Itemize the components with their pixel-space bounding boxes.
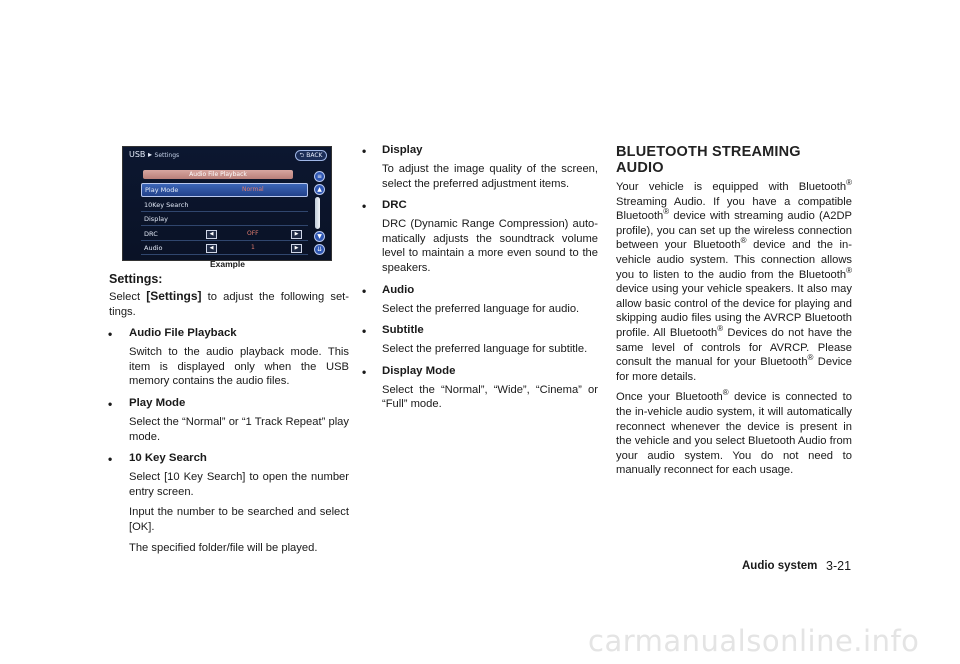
bluetooth-paragraph-2: Once your Bluetooth® device is connected to the in-vehicle audio system, it will automatically reconnect whenever the device is present in the vehicle and you select Bluetooth Audio from your audio system. You do not need to manually reconnect for each usage. — [616, 388, 853, 477]
item-text: DRC (Dynamic Range Compression) auto-matically adjusts the soundtrack volume level to maintain a more even sound to the speakers. — [382, 218, 598, 274]
item-text: Select [10 Key Search] to open the number entry screen. — [129, 471, 349, 498]
settings-intro: Select [Settings] to adjust the following set-tings. — [109, 289, 349, 318]
bullet-icon: • — [108, 396, 113, 411]
page-number: 3-21 — [826, 559, 852, 573]
item-text: Switch to the audio playback mode. This item is displayed only when the USB memory contains the audio files. — [129, 346, 349, 388]
middle-column — [362, 144, 598, 412]
screen-menu — [141, 183, 308, 257]
item-title: Play Mode — [129, 396, 186, 409]
section-heading: BLUETOOTH STREAMING AUDIO — [616, 144, 801, 176]
bullet-icon: • — [362, 324, 367, 339]
map-icon: ≡ — [314, 171, 325, 182]
footer-section: Audio system — [742, 560, 818, 572]
settings-screen-illustration — [122, 146, 332, 261]
screen-breadcrumb: USB ▸ Settings — [129, 150, 180, 159]
item-title: DRC — [382, 199, 407, 212]
right-column — [616, 144, 852, 478]
scroll-up-icon: ▲ — [314, 184, 325, 195]
right-arrow-icon: ▶ — [291, 230, 302, 239]
item-title: Subtitle — [382, 324, 424, 337]
scroll-bar — [315, 197, 320, 229]
item-text: Select the “Normal”, “Wide”, “Cinema” or “Full” mode. — [382, 383, 598, 411]
left-arrow-icon: ◀ — [206, 230, 217, 239]
left-column — [109, 272, 349, 555]
bullet-icon: • — [362, 144, 367, 158]
left-arrow-icon: ◀ — [206, 244, 217, 253]
bullet-icon: • — [362, 199, 367, 214]
settings-heading: Settings: — [109, 272, 163, 286]
item-text: Select the preferred language for subtitle. — [382, 343, 588, 356]
list-item — [109, 397, 349, 444]
list-item — [362, 365, 598, 412]
scroll-down-icon: ▼ — [314, 231, 325, 242]
list-item — [362, 284, 598, 317]
item-text: Select the preferred language for audio. — [382, 302, 580, 315]
item-title: Audio — [382, 283, 415, 296]
item-title: 10 Key Search — [129, 452, 207, 465]
item-title: Display Mode — [382, 364, 456, 377]
page-down-icon: ⇊ — [314, 244, 325, 255]
item-text: Input the number to be searched and select [OK]. — [129, 506, 349, 533]
item-text: Select the “Normal” or “1 Track Repeat” play mode. — [129, 415, 349, 443]
item-title: Display — [382, 144, 423, 156]
screen-menu-row: 10Key Search — [141, 199, 308, 212]
bullet-icon: • — [362, 364, 367, 379]
item-title: Audio File Playback — [129, 327, 237, 340]
bluetooth-paragraph-1: Your vehicle is equipped with Bluetooth® Streaming Audio. If you have a compatible Bluetooth® device with streaming audio (A2DP profile), you can set up the wireless connection between your Bluetooth® device and the in-vehicle audio system. This connection allows you to listen to the audio from the Bluetooth® device using your vehicle speakers. It also may allow basic control of the device for playing and skipping audio files using the AVRCP Bluetooth profile. All Bluetooth® Devices do not have the same level of controls for AVRCP. Please consult the manual for your Bluetooth® Device for more details. — [616, 178, 853, 383]
screen-menu-row: DRC ◀ OFF ▶ — [141, 228, 308, 241]
bullet-icon: • — [108, 327, 113, 342]
watermark: carmanualsonline.info — [588, 624, 920, 658]
bullet-icon: • — [108, 452, 113, 467]
list-item — [362, 324, 598, 357]
screen-title-bar: Audio File Playback — [143, 170, 293, 179]
screen-menu-row: Audio ◀ 1 ▶ — [141, 242, 308, 255]
item-text: The specified folder/file will be played. — [129, 541, 318, 554]
screen-back-button: ⮌ BACK — [295, 150, 327, 161]
list-item — [109, 327, 349, 389]
list-item — [362, 199, 598, 275]
item-text: To adjust the image quality of the screen, select the preferred adjustment items. — [382, 163, 598, 190]
list-item — [362, 144, 598, 191]
list-item — [109, 452, 349, 555]
figure-caption: Example — [210, 259, 245, 269]
bullet-icon: • — [362, 283, 367, 298]
right-arrow-icon: ▶ — [291, 244, 302, 253]
screen-menu-row: Play Mode Normal — [141, 183, 308, 197]
screen-menu-row: Display — [141, 213, 308, 226]
